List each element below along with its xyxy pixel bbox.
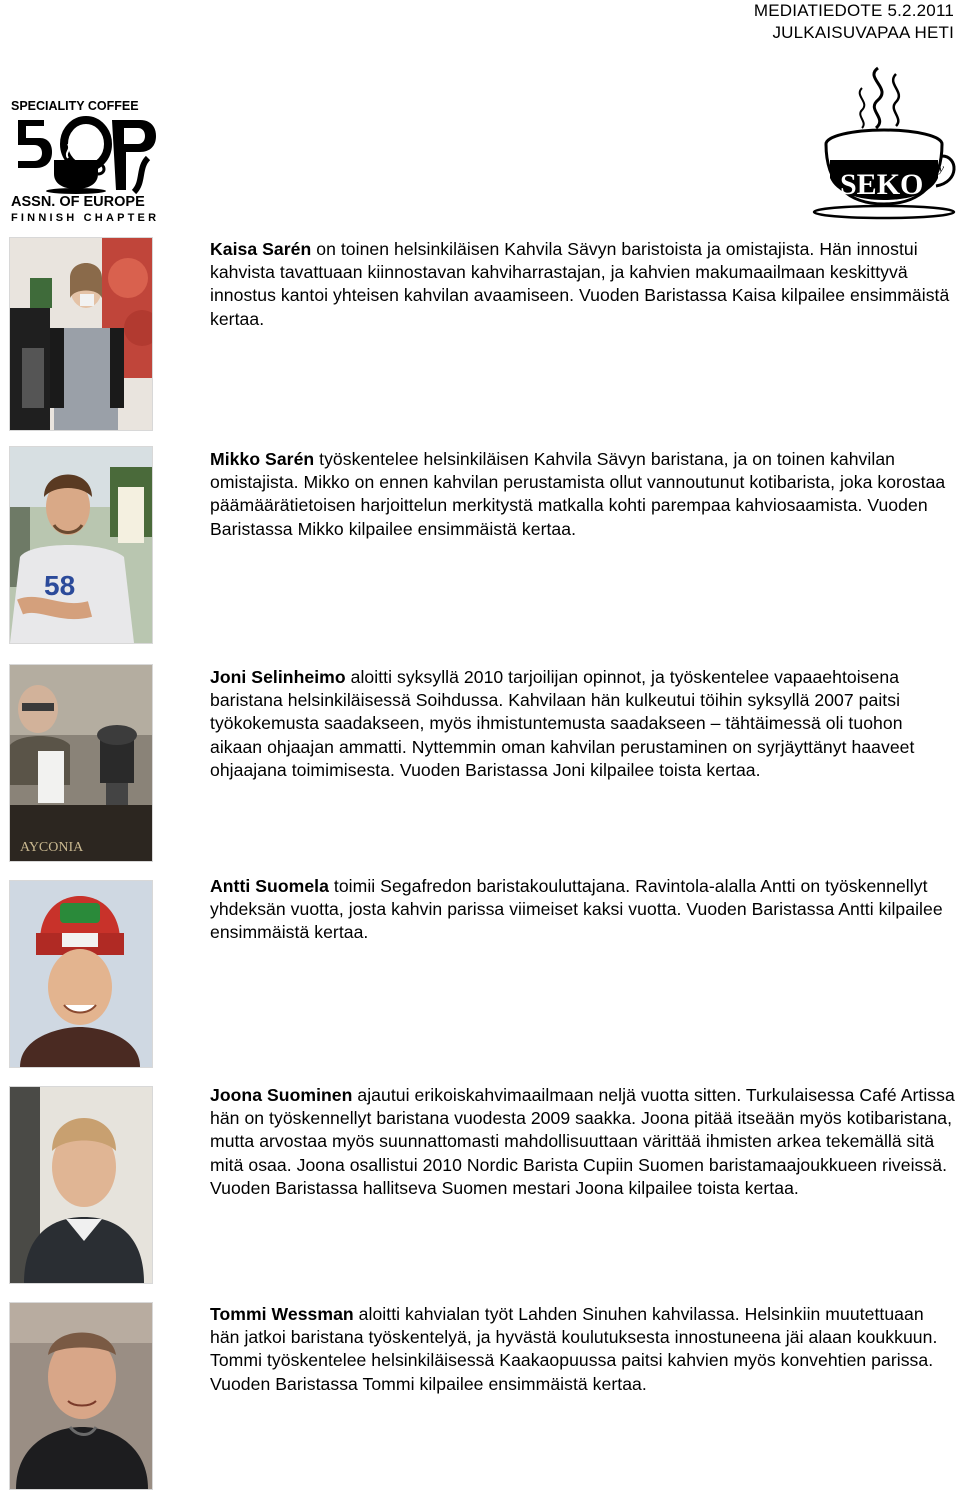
portrait-joni-selinheimo (9, 664, 153, 862)
person-name: Joona Suominen (210, 1085, 353, 1105)
seko-logo-text: SEKO (840, 168, 924, 201)
bio-tommi-wessman (210, 1303, 958, 1396)
seko-logo-suffix: ry (934, 161, 944, 175)
portrait-kaisa-saren (9, 237, 153, 431)
person-name: Antti Suomela (210, 876, 329, 896)
person-name: Mikko Sarén (210, 449, 315, 469)
person-description: aloitti kahvialan työt Lahden Sinuhen kahvilassa. Helsinkiin muutettuaan hän jatkoi baristana työskentelyä, ja hyvästä koulutuksesta innostuneena jäi alaan koukkuun. Tommi työskentelee helsinkiläisessä Kaakaopuussa paitsi kahvien myös konvehtien parissa. Vuoden Baristassa Tommi kilpailee ensimmäistä kertaa. (210, 1304, 938, 1394)
person-description: on toinen helsinkiläisen Kahvila Sävyn baristoista ja omistajista. Hän innostui kahvista tavattuaan kiinnostavan kahviharrastajan, ja kahvien makumaailmaan keskittyvä innostus kantoi yhteisen kahvilan avaamiseen. Vuoden Baristassa Kaisa kilpailee ensimmäistä kertaa. (210, 239, 950, 329)
person-name: Joni Selinheimo (210, 667, 346, 687)
press-release-header (754, 0, 954, 44)
person-name: Tommi Wessman (210, 1304, 354, 1324)
release-embargo: JULKAISUVAPAA HETI (772, 23, 954, 42)
seko-logo (808, 64, 960, 220)
person-description: työskentelee helsinkiläisen Kahvila Sävyn baristana, ja on toinen kahvilan omistajista. Mikko on ennen kahvilan perustamista ollut vannoutunut kotibarista, joka korostaa päämäärätietoisen harjoittelun merkitystä matkalla kohti parempaa kahviosaamista. Vuoden Baristassa Mikko kilpailee ensimmäistä kertaa. (210, 449, 946, 539)
person-description: aloitti syksyllä 2010 tarjoilijan opinnot, ja työskentelee vapaaehtoisena baristana helsinkiläisessä Soihdussa. Kahvilaan hän kulkeutui töihin syksyllä 2007 paitsi työkokemusta saadakseen, myös ihmistuntemusta saadakseen – tähtäimessä oli tuohon aikaan ohjaajan ammatti. Nyttemmin oman kahvilan perustaminen on syrjäyttänyt haaveet ohjaajana toimimisesta. Vuoden Baristassa Joni kilpailee toista kertaa. (210, 667, 915, 780)
svg-text:AYCONIA: AYCONIA (20, 840, 84, 855)
scae-logo-line1: SPECIALITY COFFEE (11, 99, 139, 113)
portrait-tommi-wessman (9, 1302, 153, 1490)
portrait-antti-suomela (9, 880, 153, 1068)
scae-logo (8, 98, 168, 224)
person-description: toimii Segafredon baristakouluttajana. Ravintola-alalla Antti on työskennellyt yhdeksän vuotta, josta kahvin parissa viimeiset kaksi vuotta. Vuoden Baristassa Antti kilpailee ensimmäistä kertaa. (210, 876, 943, 943)
bio-joni-selinheimo (210, 666, 958, 782)
bio-antti-suomela (210, 875, 958, 945)
bio-joona-suominen (210, 1084, 958, 1200)
svg-text:58: 58 (44, 570, 76, 601)
person-description: ajautui erikoiskahvimaailmaan neljä vuotta sitten. Turkulaisessa Café Artissa hän on työskennellyt baristana vuodesta 2009 saakka. Joona pitää itseään myös kotibaristana, mutta arvostaa myös suunnattomasti mahdollisuuttaan värittää ihmisten arkea tekemällä sitä mitä osaa. Joona osallistui 2010 Nordic Barista Cupiin Suomen baristamaajoukkueen riveissä. Vuoden Baristassa hallitseva Suomen mestari Joona kilpailee toista kertaa. (210, 1085, 955, 1198)
bio-kaisa-saren (210, 238, 958, 331)
scae-logo-line2: ASSN. OF EUROPE (11, 194, 145, 210)
portrait-mikko-saren (9, 446, 153, 644)
portrait-joona-suominen (9, 1086, 153, 1284)
scae-logo-line3: FINNISH CHAPTER (11, 212, 160, 224)
release-date: MEDIATIEDOTE 5.2.2011 (753, 1, 954, 20)
person-name: Kaisa Sarén (210, 239, 312, 259)
bio-mikko-saren (210, 448, 958, 541)
